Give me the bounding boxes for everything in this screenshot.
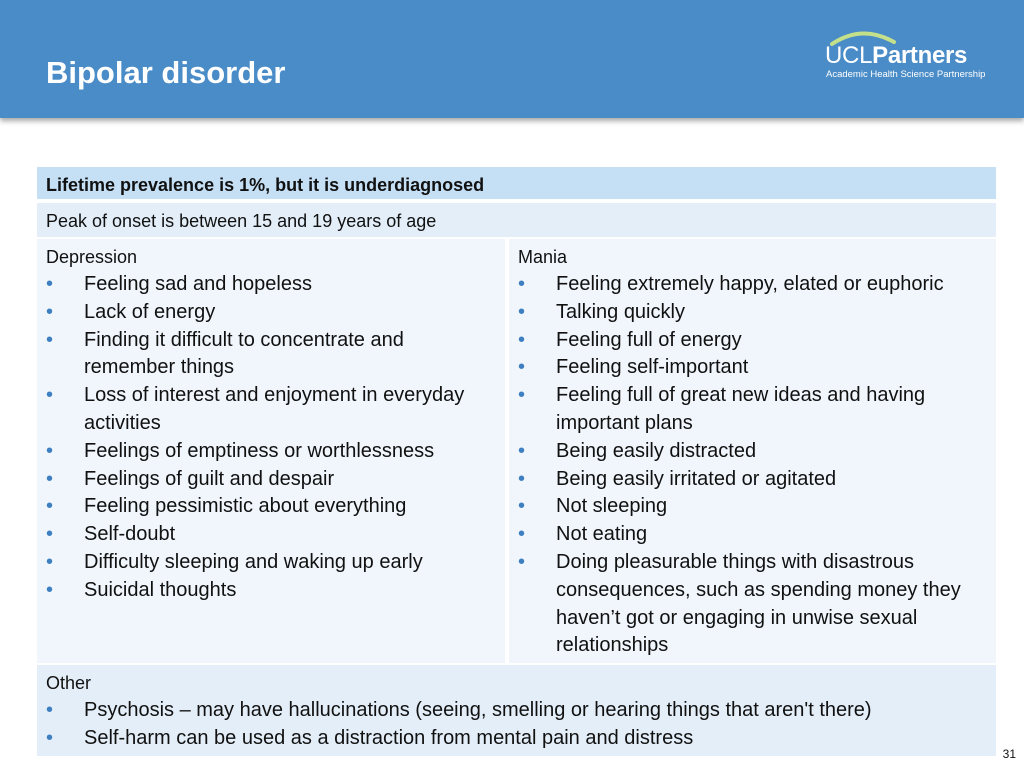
logo-ucl: UCL [825,42,873,69]
list-item [518,549,983,660]
other-row [37,665,996,756]
symptoms-row [37,239,996,663]
list-item [46,271,496,299]
mania-column [509,239,996,663]
mania-list [518,271,983,660]
list-item [518,521,983,549]
list-item-text: Feeling extremely happy, elated or euphoric [556,273,944,295]
list-item [46,725,976,753]
bullet-icon: • [46,300,54,323]
list-item [518,271,983,299]
bullet-icon: • [518,300,526,323]
list-item [46,577,496,605]
list-item [46,521,496,549]
list-item-text: Finding it difficult to concentrate and remember things [84,328,404,379]
bullet-icon: • [46,550,54,573]
bullet-icon: • [518,550,526,573]
other-list [46,697,976,753]
bullet-icon: • [46,523,54,546]
list-item-text: Psychosis – may have hallucinations (seeing, smelling or hearing things that aren't there) [84,699,872,721]
list-item [518,466,983,494]
list-item-text: Feeling self-important [556,356,749,379]
bullet-icon: • [518,356,526,379]
bullet-icon: • [46,495,54,518]
list-item [518,493,983,521]
list-item-text: Not sleeping [556,495,668,518]
bullet-icon: • [46,699,54,721]
bullet-icon: • [518,273,526,295]
logo-tagline: Academic Health Science Partnership [826,69,986,80]
list-item-text: Doing pleasurable things with disastrous consequences, such as spending money they haven’t got or engaging in unwise sexual relationships [556,550,961,657]
list-item [518,327,983,355]
bullet-icon: • [518,384,526,407]
list-item-text: Being easily distracted [556,439,757,462]
list-item-text: Feelings of emptiness or worthlessness [84,439,435,462]
list-item [518,382,983,438]
uclpartners-logo [822,28,990,82]
bullet-icon: • [46,384,54,407]
list-item-text: Feeling full of energy [556,328,742,351]
list-item [46,549,496,577]
depression-list [46,271,496,605]
bullet-icon: • [518,467,526,490]
list-item-text: Difficulty sleeping and waking up early [84,550,423,573]
bullet-icon: • [518,328,526,351]
list-item [46,493,496,521]
list-item-text: Loss of interest and enjoyment in everyday activities [84,384,465,434]
content-table [37,167,996,756]
list-item-text: Lack of energy [84,300,216,323]
slide-header [0,0,1024,118]
logo-wordmark [825,42,967,70]
list-item [46,438,496,466]
list-item [518,354,983,382]
bullet-icon: • [518,523,526,546]
list-item-text: Not eating [556,523,648,546]
prevalence-text: Lifetime prevalence is 1%, but it is underdiagnosed [46,175,485,195]
bullet-icon: • [46,578,54,601]
onset-row [37,203,996,237]
list-item-text: Self-doubt [84,523,176,546]
slide-title: Bipolar disorder [46,55,286,90]
list-item [518,299,983,327]
other-title: Other [46,673,92,693]
mania-title: Mania [518,247,568,267]
list-item [46,382,496,438]
bullet-icon: • [46,439,54,462]
list-item-text: Feeling pessimistic about everything [84,495,407,518]
bullet-icon: • [46,328,54,351]
list-item-text: Feeling sad and hopeless [84,273,312,295]
bullet-icon: • [518,495,526,518]
bullet-icon: • [46,726,54,749]
table-header-row [37,167,996,201]
onset-text: Peak of onset is between 15 and 19 years of age [46,211,437,231]
list-item [46,466,496,494]
list-item [46,697,976,725]
page-number: 31 [1002,747,1016,761]
list-item-text: Feelings of guilt and despair [84,467,335,490]
bullet-icon: • [518,439,526,462]
logo-partners: Partners [872,42,968,69]
list-item [518,438,983,466]
bullet-icon: • [46,467,54,490]
list-item [46,327,496,383]
list-item-text: Feeling full of great new ideas and having important plans [556,384,926,434]
list-item [46,299,496,327]
list-item-text: Self-harm can be used as a distraction from mental pain and distress [84,726,694,749]
bullet-icon: • [46,273,54,295]
depression-column [37,239,507,663]
list-item-text: Suicidal thoughts [84,578,237,601]
depression-title: Depression [46,247,138,267]
list-item-text: Being easily irritated or agitated [556,467,837,490]
list-item-text: Talking quickly [556,300,685,323]
